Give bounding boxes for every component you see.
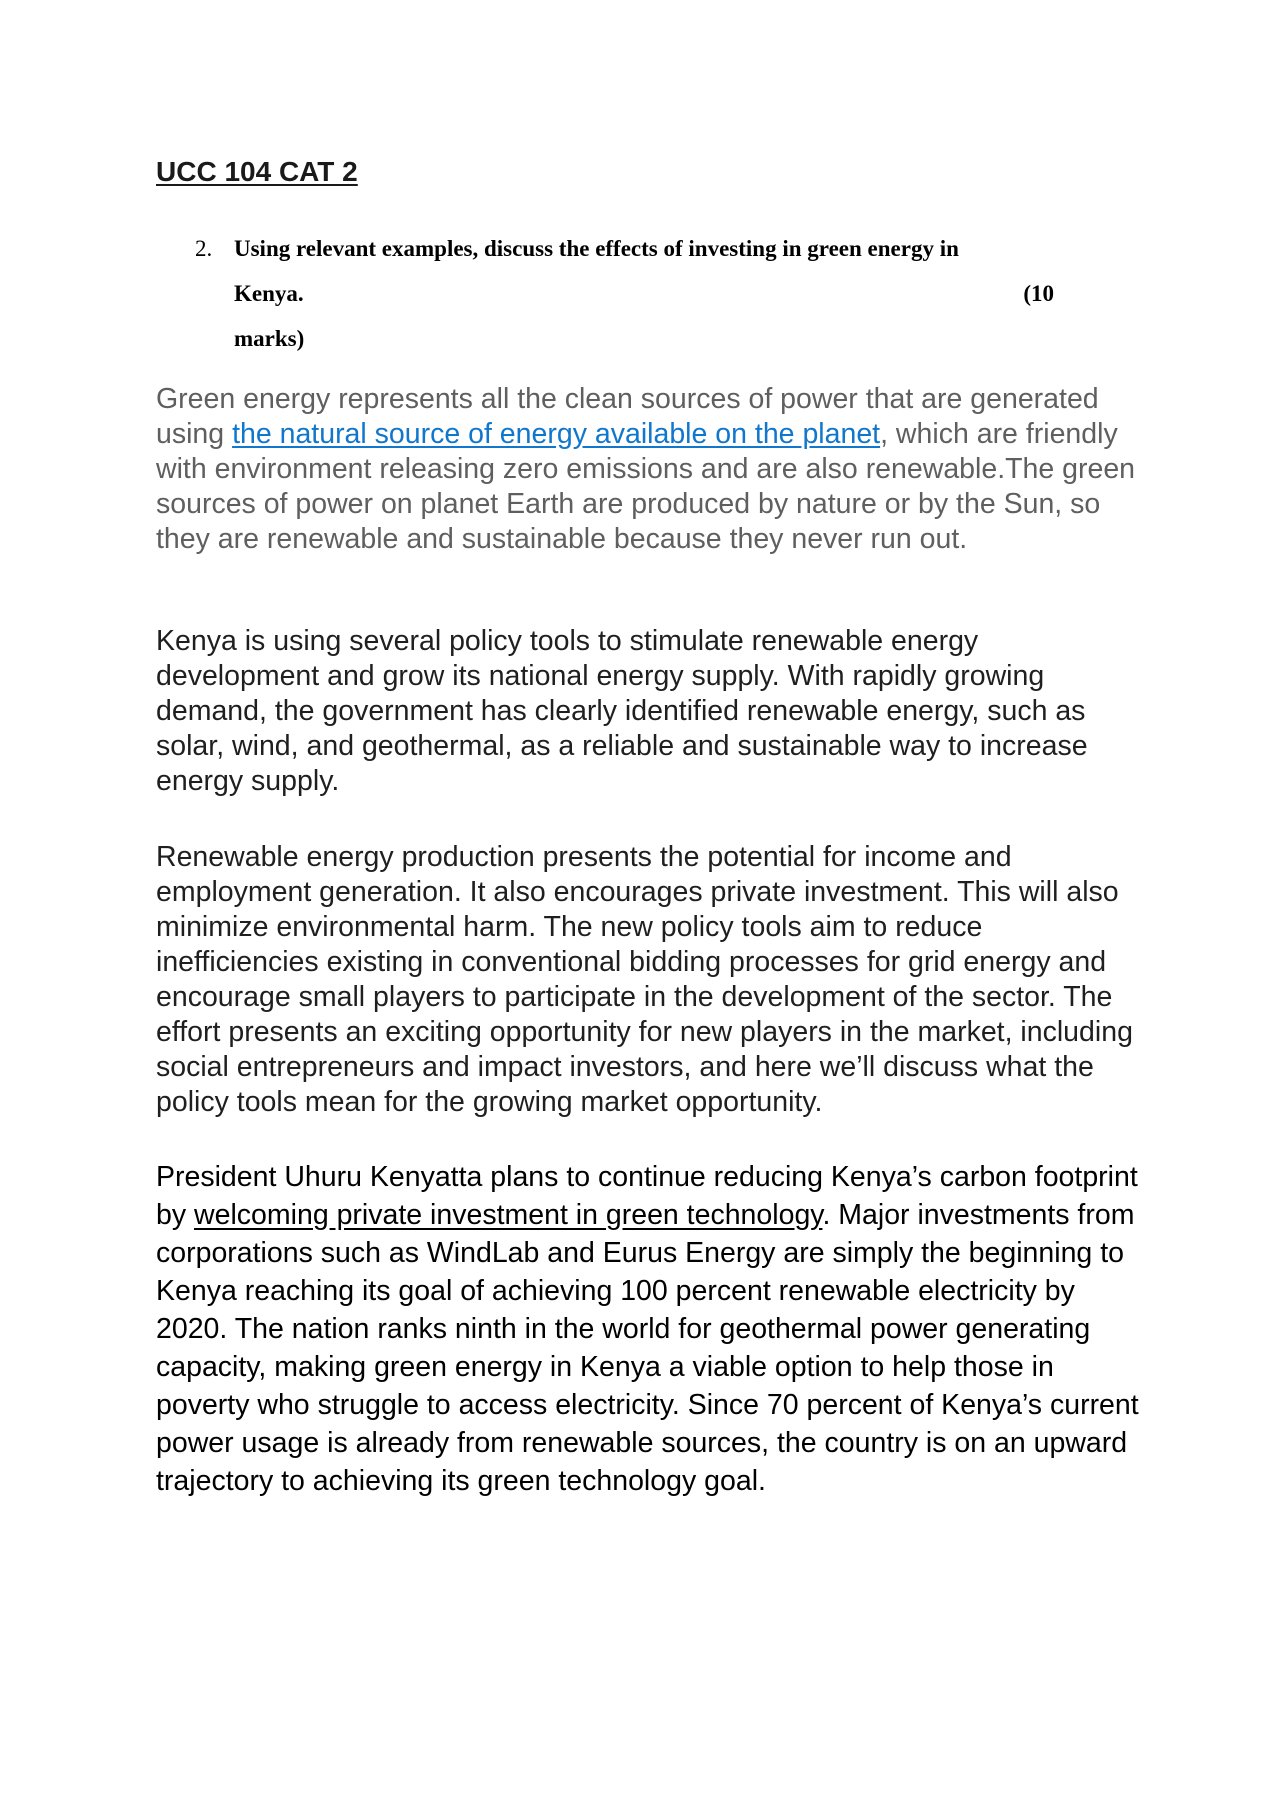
paragraph-4-text-end: . Major investments from corporations such as WindLab and Eurus Energy are simply the beginning to Kenya reaching its goal of achieving 100 percent renewable electricity by 2020. The nation ranks ninth in the world for geothermal power generating capacity, making green energy in Kenya a viable option to help those in poverty who struggle to access electricity. Since 70 percent of Kenya’s current power usage is already from renewable sources, the country is on an upward trajectory to achieving its green technology goal.	[156, 1199, 1139, 1497]
green-technology-investment-link[interactable]: welcoming private investment in green technology	[194, 1199, 823, 1231]
question-marks-open: (10	[1023, 281, 1054, 306]
question-line-1: Using relevant examples, discuss the effects of investing in green energy in	[234, 236, 959, 261]
paragraph-kenya-policy-tools: Kenya is using several policy tools to stimulate renewable energy development and grow its national energy supply. With rapidly growing demand, the government has clearly identified renewable energy, such as solar, wind, and geothermal, as a reliable and sustainable way to increase energy supply.	[156, 625, 1088, 797]
question-line-3: marks)	[234, 326, 305, 351]
question-line-2	[234, 271, 1054, 316]
question-number: 2.	[195, 236, 213, 261]
document-title: UCC 104 CAT 2	[156, 156, 358, 187]
paragraph-renewable-production: Renewable energy production presents the potential for income and employment generation. It also encourages private investment. This will also minimize environmental harm. The new policy tools aim to reduce inefficiencies existing in conventional bidding processes for grid energy and encourage small players to participate in the development of the sector. The effort presents an exciting opportunity for new players in the market, including social entrepreneurs and impact investors, and here we’ll discuss what the policy tools mean for the growing market opportunity.	[156, 841, 1133, 1118]
natural-energy-source-link[interactable]: the natural source of energy available on the planet	[232, 418, 881, 450]
paragraph-4-text-start: President Uhuru Kenyatta plans to continue reducing Kenya’s carbon footprint by	[156, 1161, 1138, 1231]
paragraph-president-kenyatta	[156, 1158, 1141, 1500]
paragraph-1-text-end: , which are friendly with environment releasing zero emissions and are also renewable.The green sources of power on planet Earth are produced by nature or by the Sun, so they are renewable and sustainable because they never run out.	[156, 418, 1136, 555]
paragraph-green-energy-definition	[156, 382, 1141, 557]
question-line-2-text: Kenya.	[234, 281, 304, 306]
paragraph-1-text-start: Green energy represents all the clean sources of power that are generated using	[156, 383, 1099, 450]
